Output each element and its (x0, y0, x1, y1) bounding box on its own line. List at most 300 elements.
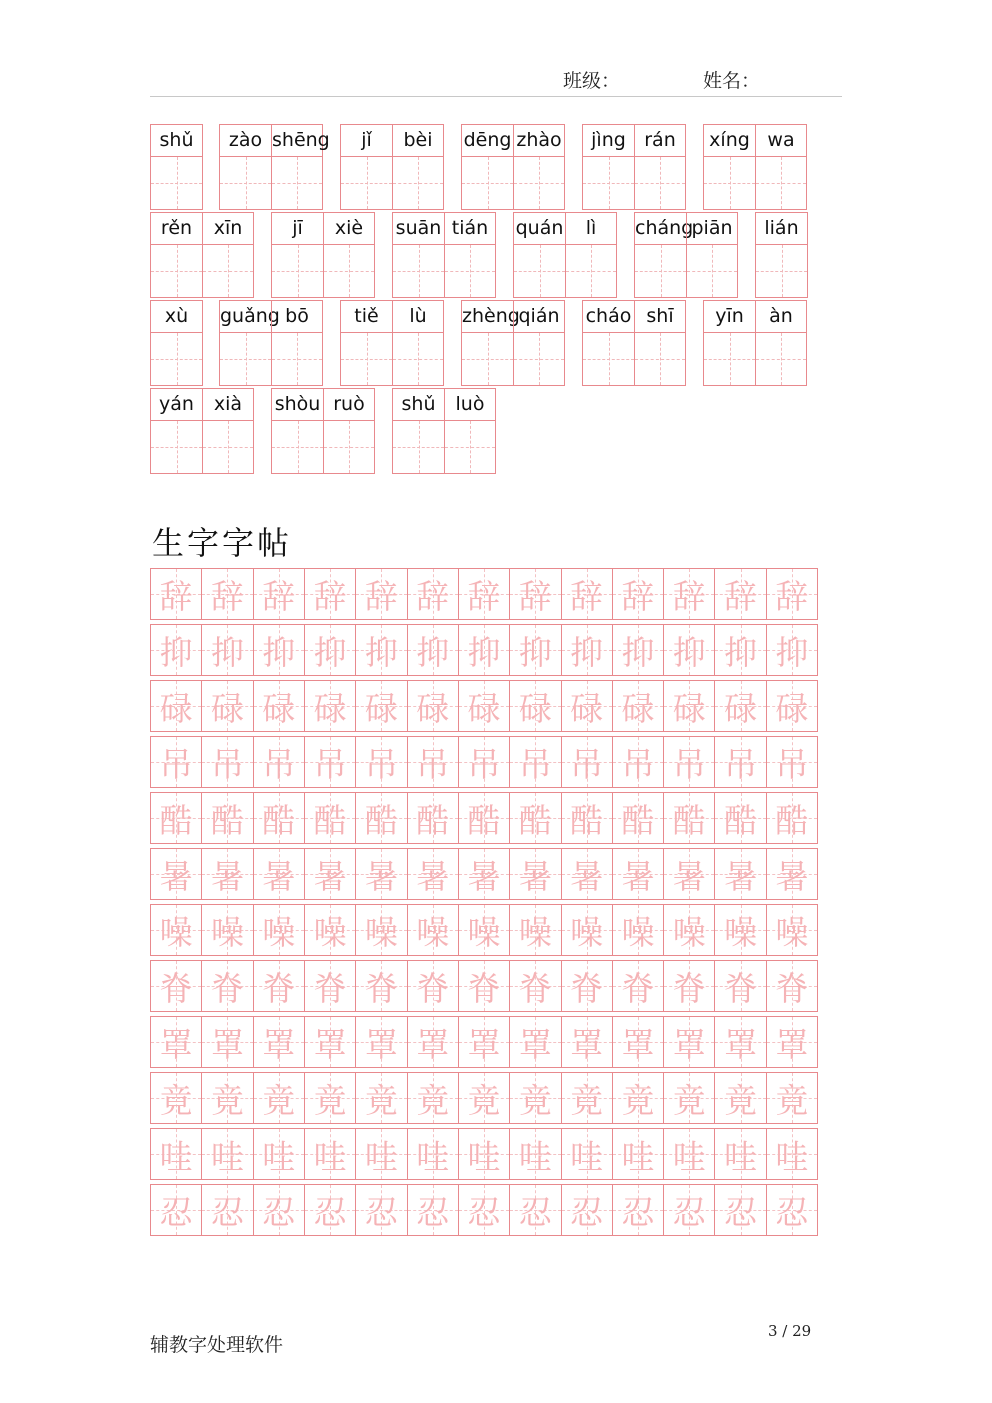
trace-character: 竟 (570, 1080, 604, 1120)
pinyin-group (392, 388, 496, 474)
writing-box (324, 421, 374, 473)
trace-character: 脊 (210, 968, 244, 1008)
pinyin-group (461, 124, 565, 210)
practice-cell (407, 625, 458, 675)
pinyin-cell (756, 213, 807, 297)
pinyin-cell (704, 301, 755, 385)
practice-cell (201, 1073, 252, 1123)
practice-cell (612, 849, 663, 899)
pinyin-cell (323, 213, 374, 297)
pinyin-cell (462, 301, 520, 385)
practice-cell (151, 961, 201, 1011)
trace-character: 酷 (724, 800, 758, 840)
trace-character: 抑 (570, 632, 604, 672)
practice-cell (201, 737, 252, 787)
pinyin-cell (272, 389, 323, 473)
practice-cell (458, 849, 509, 899)
writing-box (445, 421, 495, 473)
practice-cell (304, 793, 355, 843)
trace-character: 辞 (210, 576, 244, 616)
writing-box (393, 245, 444, 297)
pinyin-cell (151, 301, 202, 385)
pinyin-cell (202, 213, 253, 297)
trace-character: 忍 (416, 1192, 450, 1232)
practice-cell (766, 1073, 817, 1123)
practice-cell (612, 961, 663, 1011)
pinyin-syllable: tián (445, 213, 495, 245)
practice-cell (304, 1073, 355, 1123)
practice-cell (355, 625, 406, 675)
trace-character: 吊 (313, 744, 347, 784)
practice-cell (458, 961, 509, 1011)
trace-character: 碌 (621, 688, 655, 728)
trace-character: 酷 (210, 800, 244, 840)
trace-character: 酷 (467, 800, 501, 840)
writing-box (393, 157, 443, 209)
practice-cell (766, 625, 817, 675)
trace-character: 辞 (416, 576, 450, 616)
practice-cell (714, 1185, 765, 1235)
writing-box (393, 333, 443, 385)
practice-cell (561, 1073, 612, 1123)
pinyin-syllable: shēng (272, 125, 322, 157)
practice-cell (663, 1185, 714, 1235)
trace-character: 抑 (724, 632, 758, 672)
trace-character: 酷 (518, 800, 552, 840)
trace-character: 哇 (262, 1136, 296, 1176)
pinyin-cell (513, 301, 564, 385)
trace-character: 辞 (724, 576, 758, 616)
pinyin-group (461, 300, 565, 386)
pinyin-group (219, 124, 330, 210)
name-label: 姓名： (703, 70, 761, 92)
pinyin-syllable: ruò (324, 389, 374, 421)
practice-cell (201, 681, 252, 731)
trace-character: 竟 (159, 1080, 193, 1120)
practice-cell (663, 1073, 714, 1123)
writing-box (393, 421, 444, 473)
pinyin-cell (444, 389, 495, 473)
trace-character: 忍 (775, 1192, 809, 1232)
pinyin-cell (583, 301, 634, 385)
pinyin-cell (271, 301, 322, 385)
pinyin-cell (583, 125, 634, 209)
practice-cell (201, 1129, 252, 1179)
practice-cell (151, 625, 201, 675)
trace-character: 竟 (364, 1080, 398, 1120)
trace-character: 暑 (262, 856, 296, 896)
trace-character: 酷 (775, 800, 809, 840)
practice-cell (714, 737, 765, 787)
practice-cell (509, 1073, 560, 1123)
practice-cell (355, 1017, 406, 1067)
practice-cell (355, 793, 406, 843)
writing-box (324, 245, 374, 297)
trace-character: 辞 (775, 576, 809, 616)
practice-cell (663, 961, 714, 1011)
trace-character: 罩 (416, 1024, 450, 1064)
pinyin-syllable: shǔ (151, 125, 202, 157)
pinyin-syllable: jī (272, 213, 323, 245)
pinyin-syllable: quán (514, 213, 565, 245)
pinyin-syllable: jìng (583, 125, 634, 157)
practice-cell (714, 681, 765, 731)
practice-cell (253, 1129, 304, 1179)
practice-cell (458, 737, 509, 787)
pinyin-cell (755, 125, 806, 209)
trace-character: 噪 (313, 912, 347, 952)
trace-character: 辞 (364, 576, 398, 616)
trace-character: 酷 (416, 800, 450, 840)
trace-character: 酷 (570, 800, 604, 840)
trace-character: 竟 (672, 1080, 706, 1120)
practice-cell (561, 681, 612, 731)
trace-character: 忍 (364, 1192, 398, 1232)
writing-box (203, 245, 253, 297)
practice-cell (355, 905, 406, 955)
trace-character: 罩 (262, 1024, 296, 1064)
practice-cell (253, 961, 304, 1011)
practice-cell (766, 569, 817, 619)
practice-cell (151, 905, 201, 955)
pinyin-syllable: cháo (583, 301, 634, 333)
practice-cell (151, 1185, 201, 1235)
writing-box (151, 245, 202, 297)
trace-character: 忍 (313, 1192, 347, 1232)
trace-character: 暑 (159, 856, 193, 896)
practice-cell (151, 793, 201, 843)
trace-character: 噪 (570, 912, 604, 952)
trace-character: 脊 (621, 968, 655, 1008)
practice-cell (304, 569, 355, 619)
trace-character: 辞 (570, 576, 604, 616)
pinyin-group (582, 124, 686, 210)
trace-character: 罩 (775, 1024, 809, 1064)
pinyin-syllable: rán (635, 125, 685, 157)
practice-cell (407, 793, 458, 843)
writing-box (341, 333, 392, 385)
pinyin-cell (634, 301, 685, 385)
practice-cell (509, 961, 560, 1011)
trace-character: 忍 (262, 1192, 296, 1232)
trace-character: 吊 (416, 744, 450, 784)
practice-cell (407, 905, 458, 955)
practice-cell (509, 737, 560, 787)
practice-cell (407, 1073, 458, 1123)
pinyin-group (703, 124, 807, 210)
trace-character: 碌 (159, 688, 193, 728)
trace-character: 忍 (159, 1192, 193, 1232)
practice-cell (612, 905, 663, 955)
trace-character: 碌 (262, 688, 296, 728)
trace-character: 脊 (775, 968, 809, 1008)
practice-cell (663, 737, 714, 787)
trace-character: 噪 (159, 912, 193, 952)
writing-box (635, 245, 686, 297)
pinyin-group (150, 388, 254, 474)
practice-cell (561, 569, 612, 619)
trace-character: 辞 (467, 576, 501, 616)
practice-cell (304, 1185, 355, 1235)
trace-character: 罩 (364, 1024, 398, 1064)
pinyin-cell (513, 125, 564, 209)
practice-cell (151, 1017, 201, 1067)
practice-cell (458, 905, 509, 955)
trace-character: 暑 (570, 856, 604, 896)
pinyin-group (392, 212, 496, 298)
practice-cell (355, 737, 406, 787)
trace-character: 抑 (621, 632, 655, 672)
pinyin-group (219, 300, 323, 386)
trace-character: 吊 (364, 744, 398, 784)
practice-cell (714, 625, 765, 675)
practice-cell (201, 1185, 252, 1235)
practice-cell (407, 961, 458, 1011)
practice-cell (561, 1017, 612, 1067)
pinyin-group (271, 212, 375, 298)
practice-cell (253, 793, 304, 843)
trace-character: 辞 (313, 576, 347, 616)
trace-character: 哇 (518, 1136, 552, 1176)
practice-row (150, 624, 818, 676)
trace-character: 酷 (621, 800, 655, 840)
practice-cell (253, 1185, 304, 1235)
practice-cell (253, 1073, 304, 1123)
pinyin-syllable: shòu (272, 389, 323, 421)
practice-cell (304, 681, 355, 731)
pinyin-cell (444, 213, 495, 297)
trace-character: 暑 (210, 856, 244, 896)
trace-character: 忍 (621, 1192, 655, 1232)
trace-character: 罩 (313, 1024, 347, 1064)
trace-character: 脊 (364, 968, 398, 1008)
pinyin-group (513, 212, 617, 298)
practice-cell (766, 905, 817, 955)
practice-cell (612, 1073, 663, 1123)
trace-character: 吊 (724, 744, 758, 784)
trace-character: 噪 (621, 912, 655, 952)
practice-cell (561, 737, 612, 787)
trace-character: 吊 (159, 744, 193, 784)
practice-cell (612, 681, 663, 731)
pinyin-group (340, 124, 444, 210)
trace-character: 竟 (775, 1080, 809, 1120)
trace-character: 抑 (262, 632, 296, 672)
writing-box (272, 333, 322, 385)
pinyin-cell (151, 213, 202, 297)
trace-character: 噪 (518, 912, 552, 952)
trace-character: 吊 (262, 744, 296, 784)
practice-row (150, 1016, 818, 1068)
practice-cell (151, 1129, 201, 1179)
pinyin-cell (635, 213, 694, 297)
header-divider (150, 96, 842, 97)
practice-cell (509, 681, 560, 731)
practice-cell (714, 569, 765, 619)
trace-character: 噪 (210, 912, 244, 952)
practice-cell (201, 1017, 252, 1067)
pinyin-syllable: zào (220, 125, 271, 157)
pinyin-syllable: cháng (635, 213, 686, 245)
practice-cell (304, 849, 355, 899)
pinyin-cell (151, 389, 202, 473)
pinyin-cell (393, 389, 444, 473)
practice-cell (355, 961, 406, 1011)
pinyin-cell (686, 213, 737, 297)
trace-character: 吊 (621, 744, 655, 784)
pinyin-group (150, 212, 254, 298)
pinyin-syllable: yīn (704, 301, 755, 333)
practice-row (150, 904, 818, 956)
pinyin-syllable: xíng (704, 125, 755, 157)
practice-cell (201, 569, 252, 619)
practice-cell (561, 1185, 612, 1235)
practice-cell (458, 1073, 509, 1123)
trace-character: 噪 (724, 912, 758, 952)
trace-character: 酷 (262, 800, 296, 840)
writing-box (151, 421, 202, 473)
trace-character: 脊 (262, 968, 296, 1008)
trace-character: 酷 (313, 800, 347, 840)
pinyin-cell (704, 125, 755, 209)
trace-character: 罩 (621, 1024, 655, 1064)
pinyin-syllable: tiě (341, 301, 392, 333)
pinyin-syllable: xià (203, 389, 253, 421)
trace-character: 竟 (262, 1080, 296, 1120)
pinyin-cell (393, 213, 444, 297)
practice-cell (509, 1129, 560, 1179)
practice-row (150, 1072, 818, 1124)
writing-box (151, 157, 202, 209)
practice-cell (766, 849, 817, 899)
trace-character: 哇 (313, 1136, 347, 1176)
trace-character: 吊 (672, 744, 706, 784)
trace-character: 碌 (467, 688, 501, 728)
trace-character: 哇 (467, 1136, 501, 1176)
practice-cell (663, 1017, 714, 1067)
trace-character: 暑 (621, 856, 655, 896)
pinyin-syllable: suān (393, 213, 444, 245)
practice-row (150, 960, 818, 1012)
practice-cell (561, 905, 612, 955)
trace-character: 碌 (775, 688, 809, 728)
trace-character: 暑 (775, 856, 809, 896)
practice-cell (304, 625, 355, 675)
practice-cell (663, 625, 714, 675)
trace-character: 抑 (467, 632, 501, 672)
trace-character: 哇 (775, 1136, 809, 1176)
pinyin-cell (565, 213, 616, 297)
writing-box (462, 333, 513, 385)
trace-character: 暑 (364, 856, 398, 896)
trace-character: 竟 (621, 1080, 655, 1120)
trace-character: 碌 (724, 688, 758, 728)
pinyin-syllable: qián (514, 301, 564, 333)
trace-character: 哇 (416, 1136, 450, 1176)
trace-character: 噪 (775, 912, 809, 952)
practice-cell (509, 849, 560, 899)
writing-box (687, 245, 737, 297)
practice-cell (304, 1129, 355, 1179)
pinyin-group (150, 300, 203, 386)
practice-cell (407, 737, 458, 787)
pinyin-syllable: yán (151, 389, 202, 421)
trace-character: 碌 (364, 688, 398, 728)
trace-character: 辞 (159, 576, 193, 616)
trace-character: 暑 (672, 856, 706, 896)
pinyin-cell (462, 125, 513, 209)
writing-box (272, 245, 323, 297)
pinyin-syllable: piān (687, 213, 737, 245)
practice-cell (766, 1185, 817, 1235)
trace-character: 噪 (467, 912, 501, 952)
practice-cell (561, 849, 612, 899)
trace-character: 碌 (518, 688, 552, 728)
pinyin-group (755, 212, 808, 298)
pinyin-syllable: bō (272, 301, 322, 333)
trace-character: 哇 (724, 1136, 758, 1176)
trace-character: 抑 (416, 632, 450, 672)
pinyin-cell (220, 301, 280, 385)
trace-character: 辞 (672, 576, 706, 616)
writing-box (756, 245, 807, 297)
practice-row (150, 1184, 818, 1236)
pinyin-cell (323, 389, 374, 473)
practice-cell (253, 625, 304, 675)
writing-box (272, 157, 322, 209)
pinyin-syllable: xù (151, 301, 202, 333)
writing-box (462, 157, 513, 209)
writing-box (704, 157, 755, 209)
trace-character: 脊 (724, 968, 758, 1008)
practice-cell (561, 1129, 612, 1179)
trace-character: 忍 (518, 1192, 552, 1232)
trace-character: 噪 (262, 912, 296, 952)
writing-box (756, 333, 806, 385)
practice-cell (151, 569, 201, 619)
practice-cell (714, 905, 765, 955)
pinyin-syllable: lì (566, 213, 616, 245)
trace-character: 抑 (518, 632, 552, 672)
trace-character: 抑 (364, 632, 398, 672)
class-label: 班级： (563, 70, 621, 92)
trace-character: 脊 (518, 968, 552, 1008)
pinyin-cell (151, 125, 202, 209)
practice-cell (766, 961, 817, 1011)
footer-software-name: 辅教字处理软件 (150, 1334, 284, 1356)
pinyin-cell (272, 213, 323, 297)
trace-character: 暑 (416, 856, 450, 896)
practice-cell (201, 961, 252, 1011)
practice-cell (612, 1129, 663, 1179)
practice-cell (355, 681, 406, 731)
practice-cell (509, 1185, 560, 1235)
practice-cell (253, 681, 304, 731)
trace-character: 抑 (775, 632, 809, 672)
pinyin-cell (755, 301, 806, 385)
pinyin-cell (271, 125, 330, 209)
practice-cell (663, 905, 714, 955)
practice-cell (766, 1129, 817, 1179)
practice-cell (612, 1185, 663, 1235)
pinyin-cell (392, 301, 443, 385)
trace-character: 噪 (416, 912, 450, 952)
pinyin-group (703, 300, 807, 386)
practice-cell (509, 905, 560, 955)
trace-character: 罩 (672, 1024, 706, 1064)
practice-cell (201, 793, 252, 843)
pinyin-cell (341, 125, 392, 209)
